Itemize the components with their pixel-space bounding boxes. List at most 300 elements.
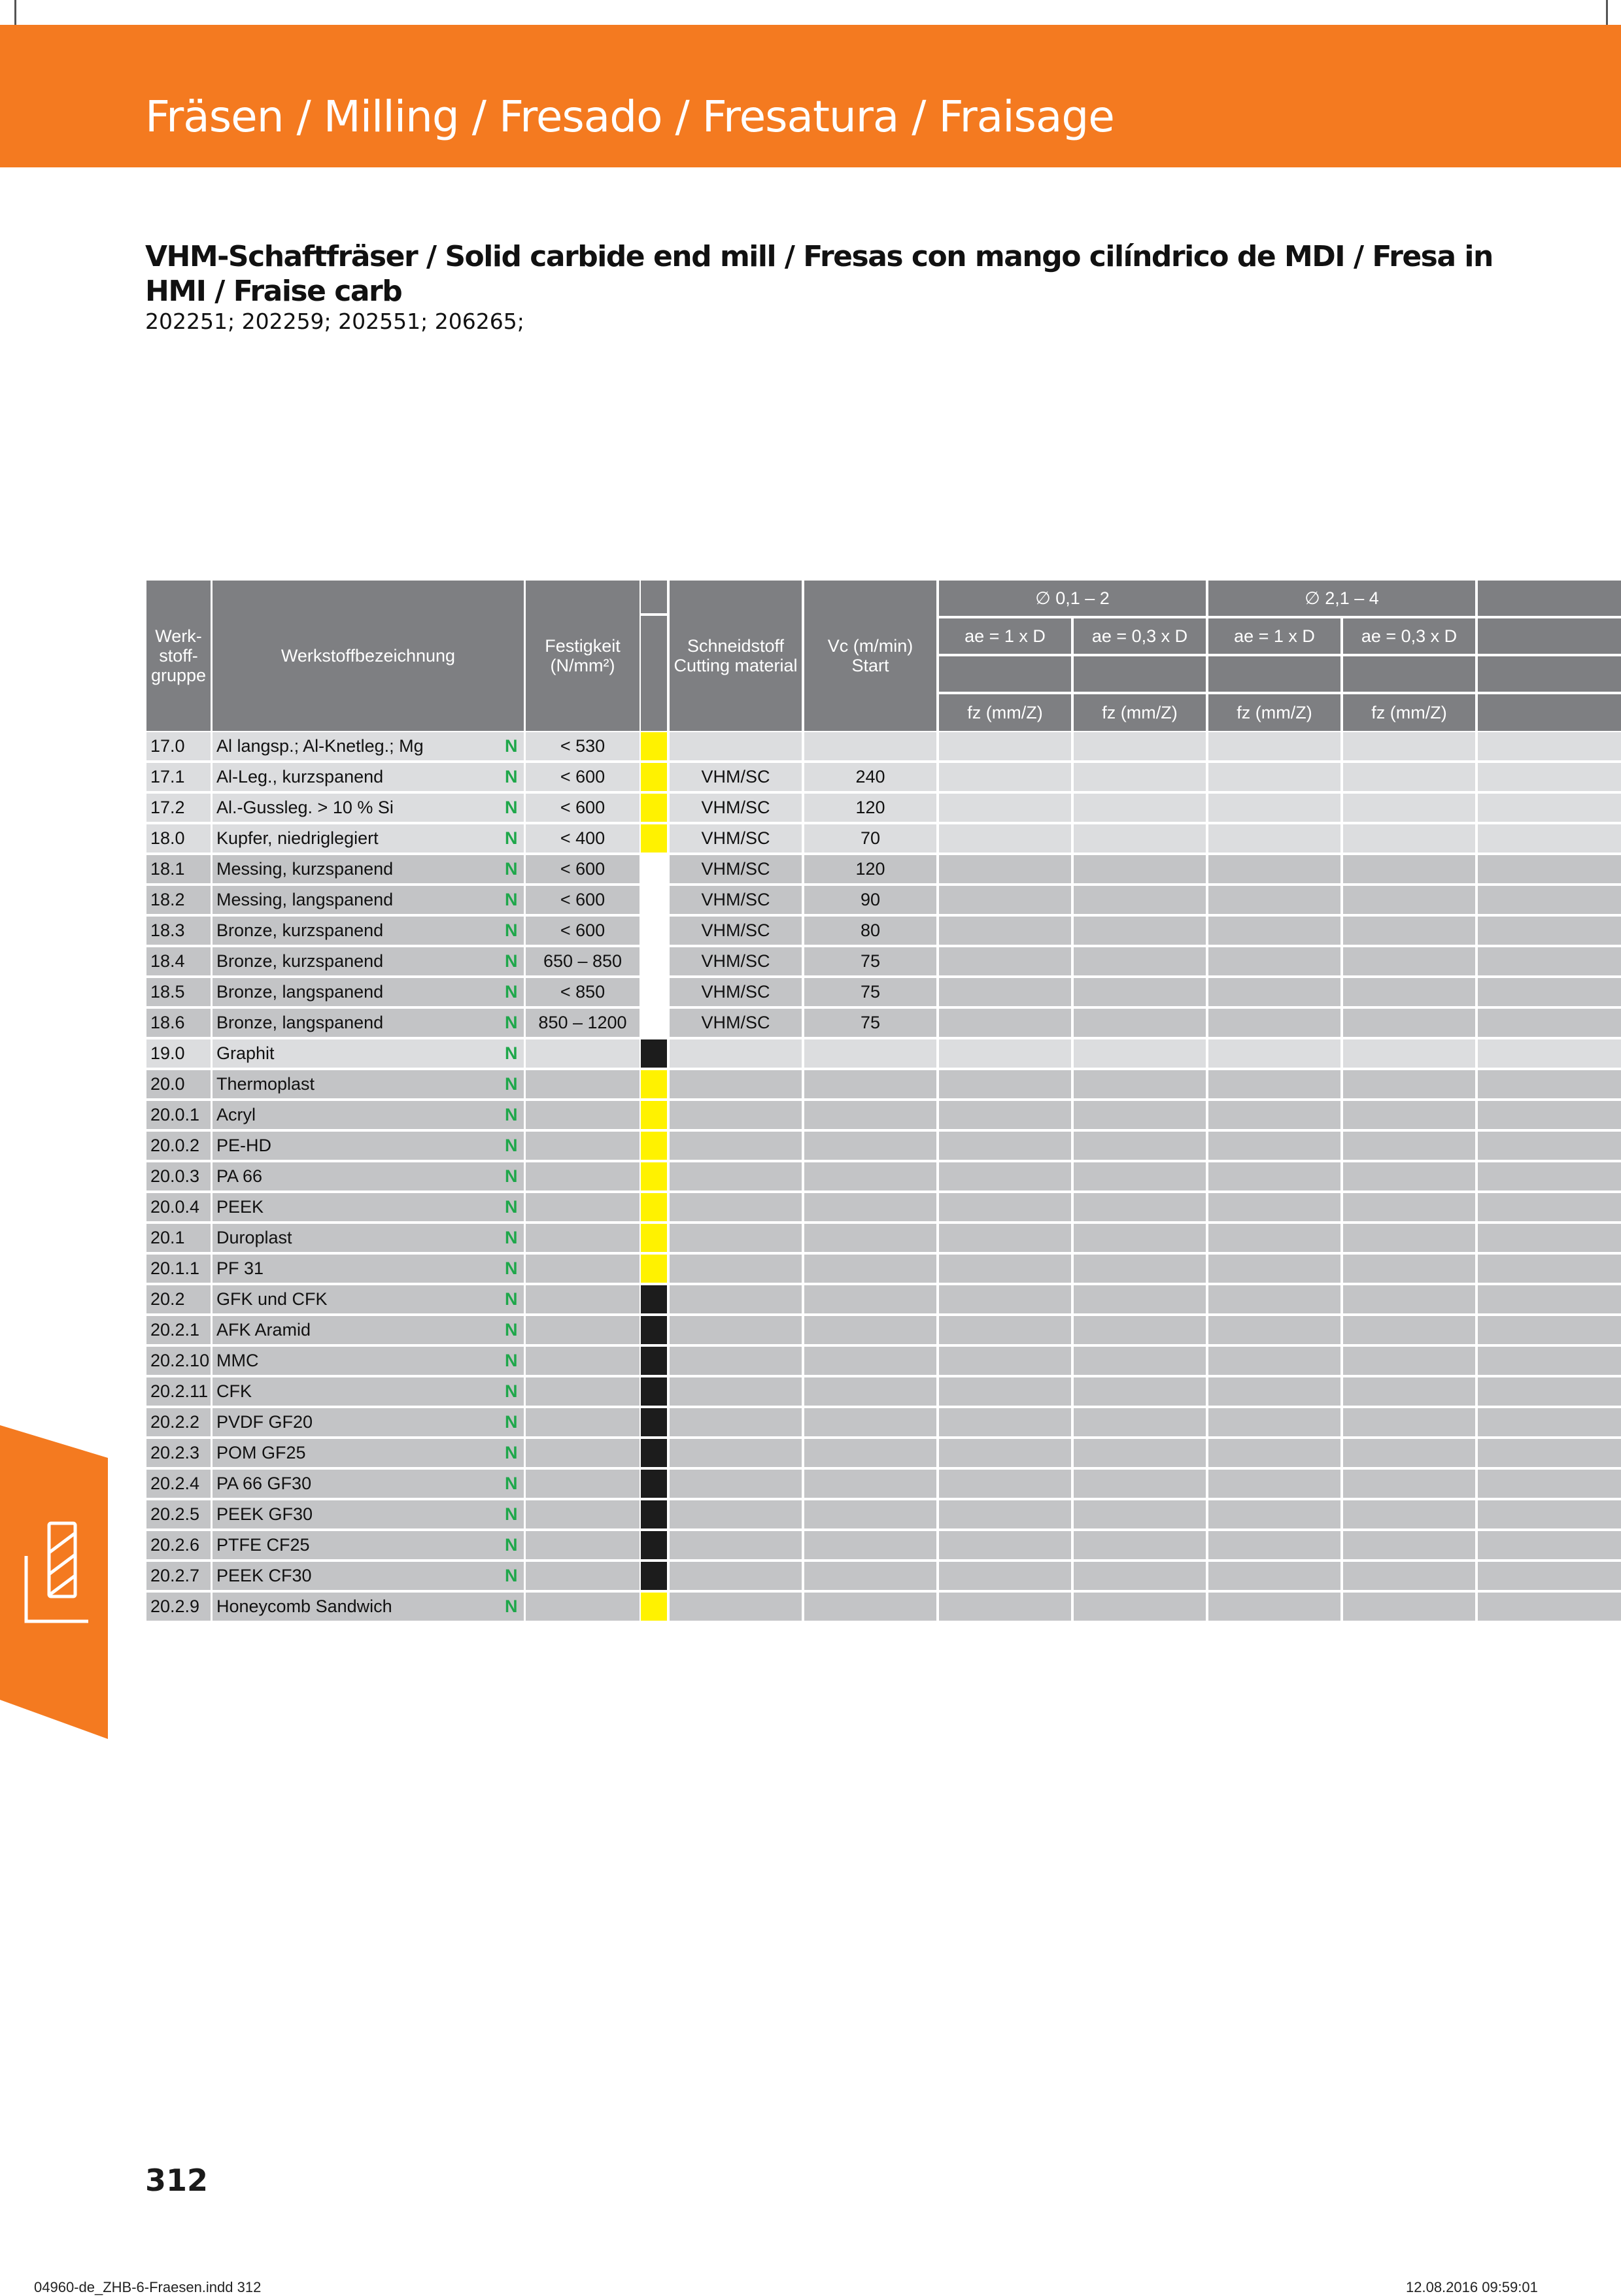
cell-empty <box>1478 1285 1621 1313</box>
crop-mark <box>1606 0 1608 25</box>
iso-group-n-badge: N <box>505 1381 518 1401</box>
suitability-swatch <box>641 947 667 975</box>
table-row <box>146 823 1621 854</box>
iso-group-n-badge: N <box>505 1258 518 1278</box>
cell-empty <box>1208 1593 1340 1621</box>
cell-vc: 120 <box>804 794 936 822</box>
cell-empty <box>939 1039 1071 1068</box>
iso-group-n-badge: N <box>505 1197 518 1217</box>
table-row <box>146 915 1621 946</box>
cell-material <box>670 1101 802 1129</box>
cell-code: 20.1 <box>146 1224 211 1252</box>
cell-code: 20.2.6 <box>146 1531 211 1559</box>
cell-empty <box>1343 763 1475 791</box>
iso-group-n-badge: N <box>505 1105 518 1124</box>
cell-empty <box>1343 1193 1475 1221</box>
cell-empty <box>1074 1347 1206 1375</box>
suitability-swatch <box>641 1101 667 1129</box>
header-swatch-top <box>641 581 667 613</box>
product-title: VHM-Schaftfräser / Solid carbide end mill / Fresas con mango cilíndrico de MDI / Fresa in HMI / Fraise carb <box>145 240 1493 308</box>
cell-code: 20.0.3 <box>146 1162 211 1190</box>
cell-code: 20.2.10 <box>146 1347 211 1375</box>
table-row <box>146 1223 1621 1253</box>
cell-empty <box>939 1255 1071 1283</box>
cell-empty <box>1074 1193 1206 1221</box>
cell-vc <box>804 1132 936 1160</box>
cell-empty <box>1343 1316 1475 1344</box>
print-slug-date: 12.08.2016 09:59:01 <box>1406 2279 1538 2295</box>
suitability-swatch <box>641 886 667 914</box>
cell-empty <box>939 794 1071 822</box>
cell-empty <box>1074 978 1206 1006</box>
cell-code: 20.2.9 <box>146 1593 211 1621</box>
cell-empty <box>1074 1070 1206 1098</box>
cell-vc: 240 <box>804 763 936 791</box>
cell-empty <box>1478 1101 1621 1129</box>
cell-empty <box>1478 1500 1621 1528</box>
cell-empty <box>1074 1285 1206 1313</box>
cell-name: PTFE CF25 <box>213 1531 524 1559</box>
cell-empty <box>1208 1470 1340 1498</box>
cell-code: 18.6 <box>146 1009 211 1037</box>
cell-empty <box>1074 824 1206 853</box>
cell-empty <box>1208 886 1340 914</box>
cell-empty <box>1478 1193 1621 1221</box>
cell-empty <box>1074 1101 1206 1129</box>
cell-empty <box>1208 1531 1340 1559</box>
cell-strength <box>526 1101 640 1129</box>
cell-strength <box>526 1316 640 1344</box>
cell-empty <box>1208 855 1340 883</box>
cell-material <box>670 1470 802 1498</box>
cell-empty <box>1208 978 1340 1006</box>
iso-group-n-badge: N <box>505 736 518 756</box>
cell-material <box>670 1408 802 1436</box>
suitability-swatch <box>641 1377 667 1406</box>
cell-vc <box>804 1439 936 1467</box>
cell-name: Al langsp.; Al-Knetleg.; Mg <box>213 732 524 760</box>
cell-strength <box>526 1531 640 1559</box>
header-group: Werk- stoff- gruppe <box>146 581 211 731</box>
iso-group-n-badge: N <box>505 1136 518 1155</box>
header-blank <box>1074 656 1206 692</box>
cell-code: 20.2.11 <box>146 1377 211 1406</box>
cell-material <box>670 1255 802 1283</box>
cell-empty <box>1343 917 1475 945</box>
iso-group-n-badge: N <box>505 1596 518 1616</box>
cell-empty <box>1343 947 1475 975</box>
table-row <box>146 1253 1621 1284</box>
cell-material <box>670 1132 802 1160</box>
cell-empty <box>1074 1255 1206 1283</box>
suitability-swatch <box>641 1009 667 1037</box>
header-ae-1: ae = 1 x D <box>939 618 1071 654</box>
cell-name: Kupfer, niedriglegiert <box>213 824 524 853</box>
cell-empty <box>1478 1408 1621 1436</box>
table-row <box>146 1284 1621 1315</box>
cell-empty <box>939 1408 1071 1436</box>
cell-empty <box>1343 1500 1475 1528</box>
cell-empty <box>939 917 1071 945</box>
page-number: 312 <box>145 2163 209 2198</box>
cell-material <box>670 1285 802 1313</box>
iso-group-n-badge: N <box>505 1566 518 1585</box>
cell-code: 18.3 <box>146 917 211 945</box>
header-fz-2: fz (mm/Z) <box>1074 694 1206 731</box>
cell-empty <box>1478 824 1621 853</box>
suitability-swatch <box>641 824 667 853</box>
iso-group-n-badge: N <box>505 1074 518 1094</box>
cell-name: PF 31 <box>213 1255 524 1283</box>
cell-code: 20.2.3 <box>146 1439 211 1467</box>
chapter-tab <box>0 1425 108 1739</box>
cell-empty <box>1478 1377 1621 1406</box>
cell-empty <box>1074 763 1206 791</box>
cell-material <box>670 1193 802 1221</box>
cell-empty <box>1074 1470 1206 1498</box>
table-row <box>146 1530 1621 1561</box>
table-row <box>146 1376 1621 1407</box>
cell-vc: 75 <box>804 1009 936 1037</box>
cell-empty <box>1478 1439 1621 1467</box>
cell-material <box>670 732 802 760</box>
cell-vc <box>804 1070 936 1098</box>
header-extra <box>1478 656 1621 692</box>
suitability-swatch <box>641 1224 667 1252</box>
cell-vc <box>804 1316 936 1344</box>
cell-strength <box>526 1193 640 1221</box>
iso-group-n-badge: N <box>505 798 518 817</box>
iso-group-n-badge: N <box>505 982 518 1002</box>
cell-material <box>670 1162 802 1190</box>
cell-name: POM GF25 <box>213 1439 524 1467</box>
suitability-swatch <box>641 1562 667 1590</box>
cell-empty <box>1343 886 1475 914</box>
cell-vc <box>804 1039 936 1068</box>
iso-group-n-badge: N <box>505 1474 518 1493</box>
header-blank <box>939 656 1071 692</box>
iso-group-n-badge: N <box>505 951 518 971</box>
header-fz-3: fz (mm/Z) <box>1208 694 1340 731</box>
table-row <box>146 1438 1621 1468</box>
cell-name: Duroplast <box>213 1224 524 1252</box>
cell-vc <box>804 1224 936 1252</box>
cell-empty <box>939 1316 1071 1344</box>
cell-material: VHM/SC <box>670 824 802 853</box>
cell-empty <box>1478 917 1621 945</box>
cell-empty <box>1208 1132 1340 1160</box>
header-diameter-2: ∅ 2,1 – 4 <box>1208 581 1475 616</box>
cell-empty <box>939 1162 1071 1190</box>
cell-empty <box>1478 732 1621 760</box>
cell-strength: < 600 <box>526 886 640 914</box>
cell-material: VHM/SC <box>670 886 802 914</box>
product-codes: 202251; 202259; 202551; 206265; <box>145 309 524 334</box>
cell-empty <box>939 1009 1071 1037</box>
cell-empty <box>1478 886 1621 914</box>
cell-empty <box>1478 1316 1621 1344</box>
cell-empty <box>1343 1377 1475 1406</box>
cell-empty <box>1478 855 1621 883</box>
cell-material: VHM/SC <box>670 1009 802 1037</box>
print-slug-file: 04960-de_ZHB-6-Fraesen.indd 312 <box>34 2279 262 2295</box>
cell-empty <box>1074 1132 1206 1160</box>
cell-code: 18.4 <box>146 947 211 975</box>
cell-empty <box>939 1531 1071 1559</box>
cell-code: 17.1 <box>146 763 211 791</box>
cell-material: VHM/SC <box>670 794 802 822</box>
cell-empty <box>1478 763 1621 791</box>
cell-empty <box>1208 1500 1340 1528</box>
cell-empty <box>1074 1039 1206 1068</box>
cell-strength <box>526 1162 640 1190</box>
cell-name: Al-Leg., kurzspanend <box>213 763 524 791</box>
cell-material <box>670 1377 802 1406</box>
cell-empty <box>1074 732 1206 760</box>
cell-material <box>670 1562 802 1590</box>
table-row <box>146 1038 1621 1069</box>
cell-strength <box>526 1593 640 1621</box>
suitability-swatch <box>641 1039 667 1068</box>
cell-name: PA 66 <box>213 1162 524 1190</box>
iso-group-n-badge: N <box>505 1535 518 1555</box>
cell-empty <box>1074 1562 1206 1590</box>
cell-name: PEEK CF30 <box>213 1562 524 1590</box>
cell-name: GFK und CFK <box>213 1285 524 1313</box>
cell-vc <box>804 1255 936 1283</box>
suitability-swatch <box>641 1470 667 1498</box>
cell-material: VHM/SC <box>670 947 802 975</box>
cell-empty <box>1208 824 1340 853</box>
cell-empty <box>939 1193 1071 1221</box>
cell-strength <box>526 1377 640 1406</box>
iso-group-n-badge: N <box>505 1412 518 1432</box>
cell-empty <box>1343 1562 1475 1590</box>
cell-name: PVDF GF20 <box>213 1408 524 1436</box>
cell-code: 20.2.7 <box>146 1562 211 1590</box>
cell-empty <box>939 763 1071 791</box>
cell-empty <box>1074 855 1206 883</box>
cell-name: Graphit <box>213 1039 524 1068</box>
cell-material <box>670 1070 802 1098</box>
cell-empty <box>939 1500 1071 1528</box>
header-extra <box>1478 581 1621 616</box>
cell-vc <box>804 1408 936 1436</box>
suitability-swatch <box>641 1439 667 1467</box>
header-blank <box>1343 656 1475 692</box>
cell-empty <box>1074 794 1206 822</box>
iso-group-n-badge: N <box>505 920 518 940</box>
table-row <box>146 792 1621 823</box>
suitability-swatch <box>641 1070 667 1098</box>
cell-empty <box>1478 1255 1621 1283</box>
cell-strength: < 600 <box>526 794 640 822</box>
cell-vc <box>804 1470 936 1498</box>
suitability-swatch <box>641 1285 667 1313</box>
cell-empty <box>1074 1593 1206 1621</box>
iso-group-n-badge: N <box>505 1228 518 1247</box>
header-ae-4: ae = 0,3 x D <box>1343 618 1475 654</box>
table-row <box>146 946 1621 977</box>
cell-empty <box>939 1470 1071 1498</box>
cell-code: 18.2 <box>146 886 211 914</box>
cell-name: Bronze, langspanend <box>213 978 524 1006</box>
cell-vc <box>804 1285 936 1313</box>
cell-empty <box>939 1224 1071 1252</box>
table-row <box>146 762 1621 792</box>
cell-strength: < 600 <box>526 855 640 883</box>
cell-empty <box>1343 1255 1475 1283</box>
table-row <box>146 1561 1621 1591</box>
cutting-data-table <box>146 581 1621 1622</box>
suitability-swatch <box>641 1162 667 1190</box>
table-row <box>146 1100 1621 1130</box>
cell-empty <box>1478 1132 1621 1160</box>
cell-empty <box>1478 1470 1621 1498</box>
cell-strength: 650 – 850 <box>526 947 640 975</box>
iso-group-n-badge: N <box>505 1043 518 1063</box>
cell-code: 20.2.2 <box>146 1408 211 1436</box>
cell-vc: 75 <box>804 947 936 975</box>
table-row <box>146 977 1621 1007</box>
cell-code: 20.0 <box>146 1070 211 1098</box>
cell-strength <box>526 1285 640 1313</box>
cell-strength: 850 – 1200 <box>526 1009 640 1037</box>
cell-empty <box>1208 1224 1340 1252</box>
cell-empty <box>1478 1347 1621 1375</box>
cell-empty <box>1478 1531 1621 1559</box>
header-diameter-1: ∅ 0,1 – 2 <box>939 581 1206 616</box>
cell-empty <box>1074 1377 1206 1406</box>
suitability-swatch <box>641 1347 667 1375</box>
table-row <box>146 1407 1621 1438</box>
cell-name: PA 66 GF30 <box>213 1470 524 1498</box>
cell-name: CFK <box>213 1377 524 1406</box>
cell-empty <box>1343 1070 1475 1098</box>
cell-strength <box>526 1132 640 1160</box>
cell-name: Bronze, kurzspanend <box>213 917 524 945</box>
cell-strength <box>526 1562 640 1590</box>
cell-empty <box>1074 1500 1206 1528</box>
iso-group-n-badge: N <box>505 1443 518 1462</box>
cell-empty <box>1074 947 1206 975</box>
cell-empty <box>1208 1193 1340 1221</box>
cell-empty <box>1208 1439 1340 1467</box>
cell-empty <box>1208 917 1340 945</box>
cell-empty <box>939 1132 1071 1160</box>
cell-name: MMC <box>213 1347 524 1375</box>
cell-vc <box>804 732 936 760</box>
iso-group-n-badge: N <box>505 1013 518 1032</box>
cell-strength: < 850 <box>526 978 640 1006</box>
cell-empty <box>939 1101 1071 1129</box>
iso-group-n-badge: N <box>505 1504 518 1524</box>
cell-empty <box>1074 1009 1206 1037</box>
cell-empty <box>1343 1009 1475 1037</box>
cell-code: 20.0.4 <box>146 1193 211 1221</box>
cell-empty <box>1074 886 1206 914</box>
cell-code: 17.2 <box>146 794 211 822</box>
cell-empty <box>1343 1531 1475 1559</box>
iso-group-n-badge: N <box>505 828 518 848</box>
table-row <box>146 885 1621 915</box>
cell-vc <box>804 1593 936 1621</box>
cell-empty <box>1478 794 1621 822</box>
cell-strength: < 600 <box>526 763 640 791</box>
cell-code: 20.2.1 <box>146 1316 211 1344</box>
cell-strength <box>526 1470 640 1498</box>
suitability-swatch <box>641 917 667 945</box>
table-row <box>146 1345 1621 1376</box>
cell-strength <box>526 1408 640 1436</box>
cell-empty <box>1343 1162 1475 1190</box>
cell-empty <box>1478 1162 1621 1190</box>
cell-empty <box>939 1593 1071 1621</box>
cell-empty <box>1343 1439 1475 1467</box>
cell-empty <box>1208 1408 1340 1436</box>
cell-code: 19.0 <box>146 1039 211 1068</box>
cell-material <box>670 1039 802 1068</box>
cell-name: Al.-Gussleg. > 10 % Si <box>213 794 524 822</box>
cell-code: 20.2.5 <box>146 1500 211 1528</box>
cell-empty <box>1074 1408 1206 1436</box>
cell-empty <box>1208 1377 1340 1406</box>
header-extra <box>1478 618 1621 654</box>
cell-empty <box>939 1439 1071 1467</box>
table-body <box>146 731 1621 1622</box>
page-header-title: Fräsen / Milling / Fresado / Fresatura / Fraisage <box>145 92 1114 142</box>
cell-empty <box>1208 947 1340 975</box>
iso-group-n-badge: N <box>505 767 518 786</box>
cell-empty <box>1208 1039 1340 1068</box>
cell-strength <box>526 1500 640 1528</box>
cell-strength: < 530 <box>526 732 640 760</box>
cell-vc <box>804 1562 936 1590</box>
cell-empty <box>1074 1316 1206 1344</box>
iso-group-n-badge: N <box>505 859 518 879</box>
table-row <box>146 1468 1621 1499</box>
cell-empty <box>1478 978 1621 1006</box>
cell-material <box>670 1316 802 1344</box>
cell-empty <box>939 855 1071 883</box>
cell-vc <box>804 1193 936 1221</box>
cell-empty <box>1074 1162 1206 1190</box>
iso-group-n-badge: N <box>505 890 518 909</box>
cell-vc: 75 <box>804 978 936 1006</box>
cell-material: VHM/SC <box>670 763 802 791</box>
cell-code: 20.0.2 <box>146 1132 211 1160</box>
cell-name: Messing, kurzspanend <box>213 855 524 883</box>
cell-empty <box>1478 1562 1621 1590</box>
cell-code: 18.1 <box>146 855 211 883</box>
header-fz-4: fz (mm/Z) <box>1343 694 1475 731</box>
cell-vc <box>804 1101 936 1129</box>
cell-empty <box>1343 978 1475 1006</box>
cell-empty <box>939 1347 1071 1375</box>
cell-name: PEEK <box>213 1193 524 1221</box>
cell-material <box>670 1500 802 1528</box>
cell-name: Messing, langspanend <box>213 886 524 914</box>
header-strength: Festigkeit (N/mm²) <box>526 581 640 731</box>
cell-empty <box>939 732 1071 760</box>
cell-empty <box>1074 917 1206 945</box>
cell-empty <box>1343 855 1475 883</box>
iso-group-n-badge: N <box>505 1351 518 1370</box>
table-row <box>146 1161 1621 1192</box>
cell-vc: 120 <box>804 855 936 883</box>
cell-empty <box>1343 1132 1475 1160</box>
suitability-swatch <box>641 1408 667 1436</box>
